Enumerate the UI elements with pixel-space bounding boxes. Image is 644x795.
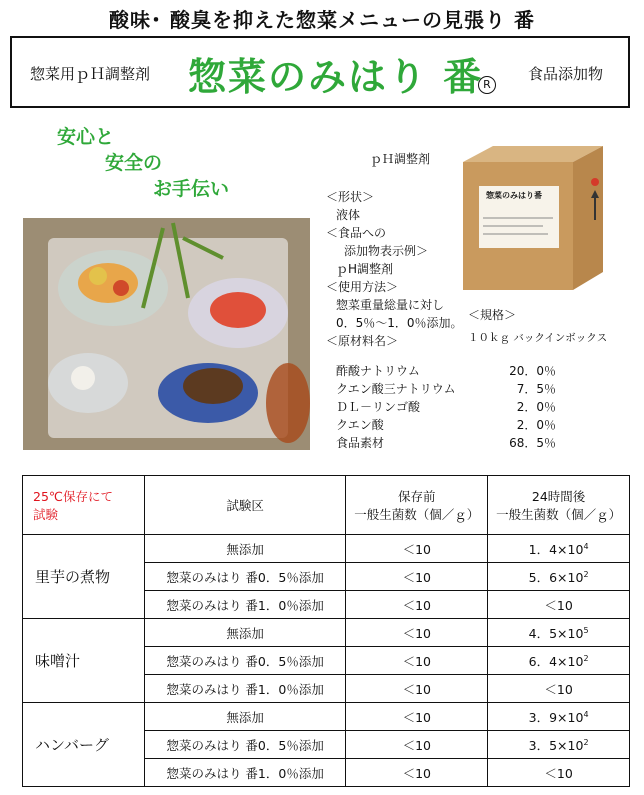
- material-pct: 7．5％: [516, 382, 556, 396]
- ph-category: ｐＨ調整剤: [370, 152, 431, 166]
- table-row: [23, 535, 630, 563]
- zone-cell: 惣菜のみはり 番0．5％添加: [144, 731, 346, 759]
- table-row: [23, 619, 630, 647]
- slogan-line-3: お手伝い: [153, 178, 230, 200]
- zone-cell: 惣菜のみはり 番1．0％添加: [144, 591, 346, 619]
- material-pct: 68．5％: [509, 436, 556, 450]
- slogan-line-2: 安全の: [105, 152, 163, 174]
- before-cell: ＜10: [346, 591, 488, 619]
- after-cell: 3．$9\times 10^4$: [488, 703, 630, 731]
- material-row: [336, 380, 556, 398]
- before-cell: ＜10: [346, 647, 488, 675]
- material-row: [336, 434, 556, 452]
- after-cell: 5．$6\times 10^2$: [488, 563, 630, 591]
- material-pct: 2．0％: [516, 418, 556, 432]
- condition-header: 25℃保存にて 試験: [23, 476, 145, 535]
- spec-title: ＜規格＞: [468, 308, 517, 322]
- before-cell: ＜10: [346, 759, 488, 787]
- before-cell: ＜10: [346, 535, 488, 563]
- spec-block: [326, 188, 463, 350]
- exponent: 2: [583, 569, 589, 579]
- materials-list: [336, 362, 556, 452]
- after-cell: ＜10: [488, 675, 630, 703]
- after-cell: 4．$5\times 10^5$: [488, 619, 630, 647]
- slogan-line-1: 安心と: [57, 126, 115, 148]
- exponent: 4: [583, 709, 589, 719]
- after-cell: ＜10: [488, 759, 630, 787]
- dish-photo: [23, 218, 310, 450]
- usage-line-1: 惣菜重量総量に対し: [336, 298, 445, 312]
- materials-label: ＜原材料名＞: [326, 334, 399, 348]
- before-header: 保存前 一般生菌数（個／ｇ）: [346, 476, 488, 535]
- material-row: [336, 416, 556, 434]
- exponent: 5: [583, 625, 589, 635]
- zone-cell: 無添加: [144, 619, 346, 647]
- banner-additive-label: 食品添加物: [528, 65, 604, 83]
- zone-cell: 惣菜のみはり 番0．5％添加: [144, 647, 346, 675]
- banner-category: 惣菜用ｐＨ調整剤: [30, 65, 151, 83]
- product-box-image: [453, 140, 608, 295]
- after-cell: ＜10: [488, 591, 630, 619]
- after-cell: 1．$4\times 10^4$: [488, 535, 630, 563]
- display-value: ｐH調整剤: [336, 262, 394, 276]
- display-label: ＜食品への: [326, 226, 387, 240]
- material-pct: 20．0％: [509, 364, 556, 378]
- material-pct: 2．0％: [516, 400, 556, 414]
- form-label: ＜形状＞: [326, 190, 375, 204]
- zone-cell: 惣菜のみはり 番1．0％添加: [144, 675, 346, 703]
- material-row: [336, 362, 556, 380]
- material-name: クエン酸: [336, 418, 384, 432]
- box-label: 惣菜のみはり番: [486, 191, 542, 200]
- exponent: 4: [583, 541, 589, 551]
- registered-mark: R: [478, 76, 496, 94]
- zone-cell: 惣菜のみはり 番1．0％添加: [144, 759, 346, 787]
- before-cell: ＜10: [346, 703, 488, 731]
- after-cell: 6．$4\times 10^2$: [488, 647, 630, 675]
- exponent: 2: [583, 737, 589, 747]
- display-label-2: 添加物表示例＞: [344, 244, 429, 258]
- zone-cell: 無添加: [144, 535, 346, 563]
- table-row: [23, 703, 630, 731]
- exponent: 2: [583, 653, 589, 663]
- after-cell: 3．$5\times 10^2$: [488, 731, 630, 759]
- before-cell: ＜10: [346, 619, 488, 647]
- zone-cell: 惣菜のみはり 番0．5％添加: [144, 563, 346, 591]
- material-name: クエン酸三ナトリウム: [336, 382, 456, 396]
- results-table: [22, 475, 630, 787]
- usage-line-2: 0．5％～1．0％添加。: [336, 316, 463, 330]
- banner-product-title: 惣菜のみはり 番: [188, 55, 484, 99]
- zone-header: 試験区: [144, 476, 346, 535]
- product-banner: [10, 36, 630, 108]
- material-row: [336, 398, 556, 416]
- after-header: 24時間後 一般生菌数（個／ｇ）: [488, 476, 630, 535]
- before-cell: ＜10: [346, 563, 488, 591]
- dish-name-cell: 里芋の煮物: [23, 535, 145, 619]
- spec-value: １０ｋｇ バックインボックス: [468, 332, 608, 344]
- material-name: ＤＬ－リンゴ酸: [336, 400, 421, 414]
- before-cell: ＜10: [346, 675, 488, 703]
- form-value: 液体: [336, 208, 361, 222]
- material-name: 食品素材: [336, 436, 385, 450]
- usage-label: ＜使用方法＞: [326, 280, 399, 294]
- table-header-row: [23, 476, 630, 535]
- zone-cell: 無添加: [144, 703, 346, 731]
- material-name: 酢酸ナトリウム: [336, 364, 420, 378]
- dish-name-cell: ハンバーグ: [23, 703, 145, 787]
- dish-name-cell: 味噌汁: [23, 619, 145, 703]
- before-cell: ＜10: [346, 731, 488, 759]
- headline: 酸味･ 酸臭を抑えた惣菜メニューの見張り 番: [109, 8, 535, 32]
